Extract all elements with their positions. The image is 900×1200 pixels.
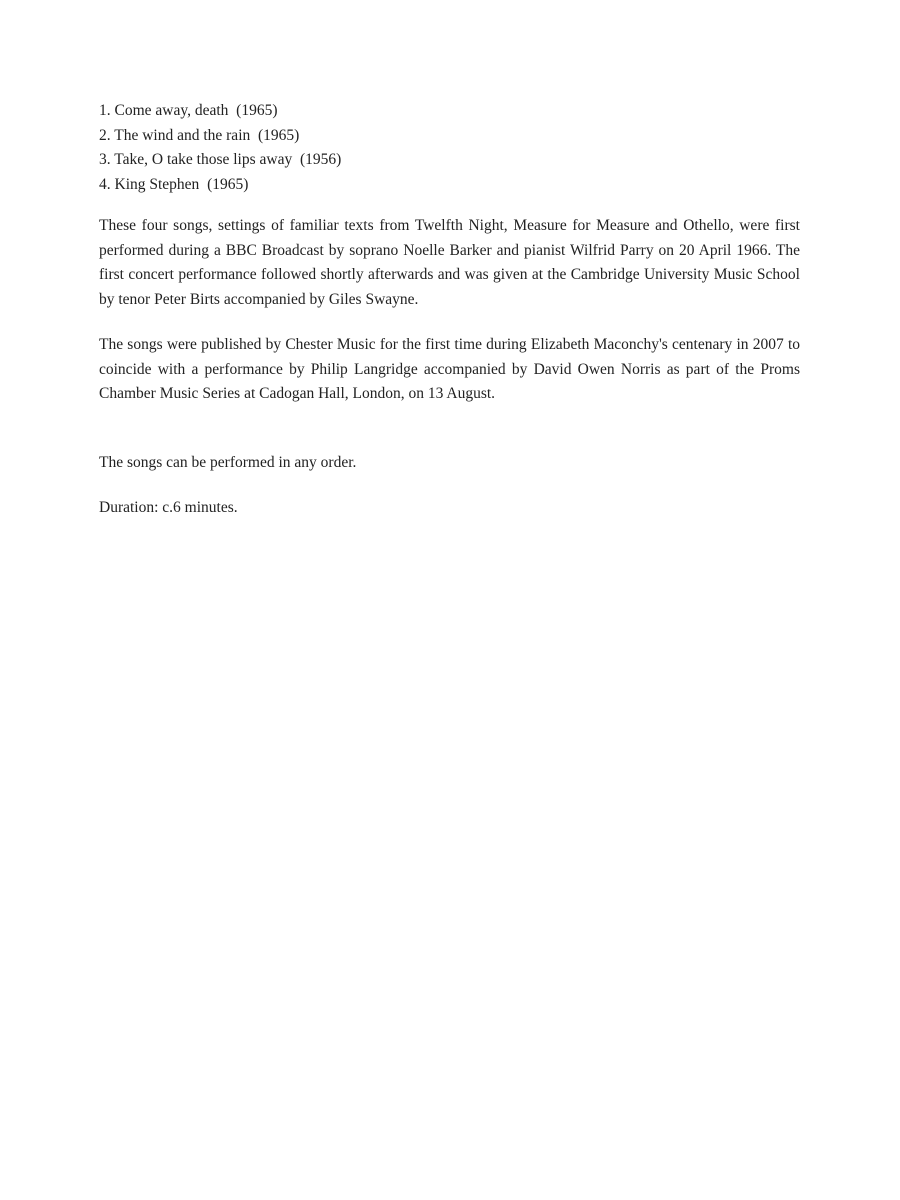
song-title: The wind and the rain <box>114 126 251 144</box>
song-number: 3. <box>99 151 111 168</box>
song-number: 4. <box>99 175 111 193</box>
song-year: (1965) <box>258 126 300 144</box>
song-list-item <box>99 148 599 173</box>
song-title: Take, O take those lips away <box>114 151 293 168</box>
song-list-item <box>99 99 599 124</box>
song-list <box>99 99 599 197</box>
song-list-item <box>99 124 599 149</box>
song-year: (1965) <box>236 102 278 119</box>
song-title: King Stephen <box>114 175 200 193</box>
duration-note: Duration: c.6 minutes. <box>99 499 238 516</box>
song-number: 1. <box>99 102 111 119</box>
song-year: (1956) <box>299 151 342 168</box>
song-title: Come away, death <box>114 102 229 119</box>
history-paragraph: These four songs, settings of familiar texts from Twelfth Night, Measure for Measure and Othello, were first performed during a BBC Broadcast by soprano Noelle Barker and pianist Wilfrid Parry on 20 April 1966. The first concert performance followed shortly afterwards and was given at the Cambridge University Music School by tenor Peter Birts accompanied by Giles Swayne. <box>99 217 800 308</box>
order-note: The songs can be performed in any order. <box>99 454 357 471</box>
publication-paragraph: The songs were published by Chester Music for the first time during Elizabeth Maconchy's centenary in 2007 to coincide with a performance by Philip Langridge accompanied by David Owen Norris as part of the Proms Chamber Music Series at Cadogan Hall, London, on 13 August. <box>99 336 800 402</box>
song-year: (1965) <box>207 175 249 193</box>
song-list-item <box>99 173 599 198</box>
song-number: 2. <box>99 126 111 144</box>
